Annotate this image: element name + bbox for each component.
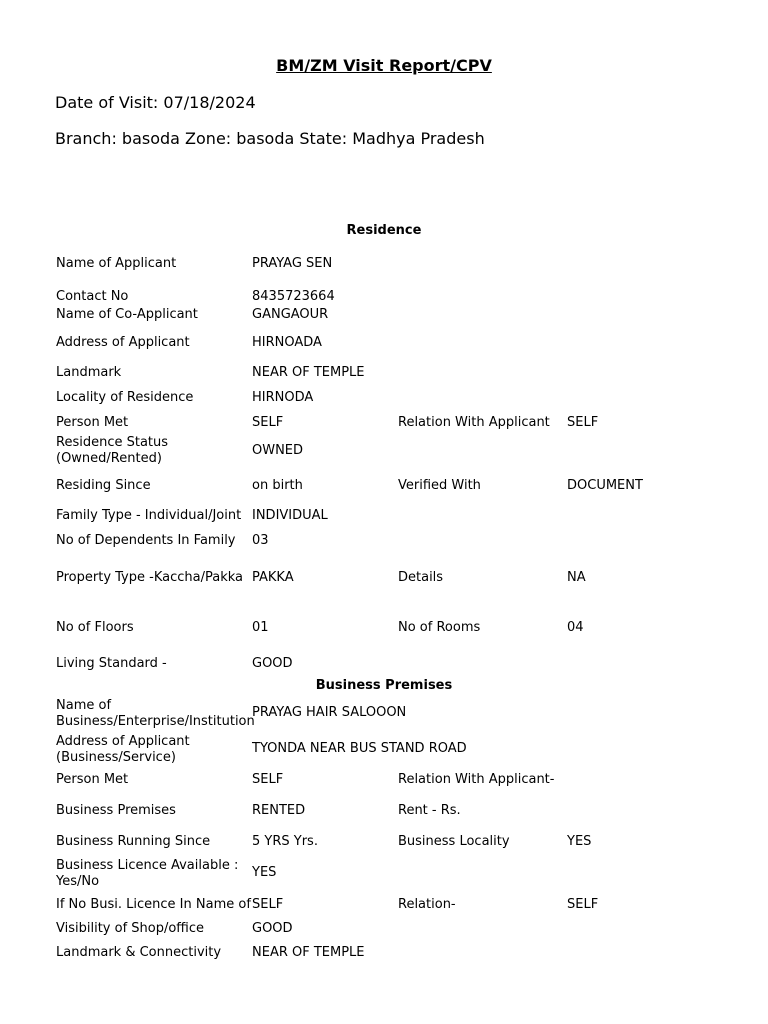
property-type-label: Property Type -Kaccha/Pakka [56,570,243,585]
residing-since-label: Residing Since [56,478,151,493]
rent-label: Rent - Rs. [398,803,461,818]
living-standard-value: GOOD [252,656,293,671]
visibility-value: GOOD [252,921,293,936]
person-met-value: SELF [252,415,284,430]
business-person-met-value: SELF [252,772,284,787]
business-name-label [56,698,255,730]
licence-value: YES [252,865,277,880]
property-type-value: PAKKA [252,570,294,585]
business-name-label-line-2: Business/Enterprise/Institution [56,714,255,729]
business-landmark-value: NEAR OF TEMPLE [252,945,365,960]
locality-value: HIRNODA [252,390,314,405]
residence-status-value: OWNED [252,443,304,458]
business-address-label-line-1: Address of Applicant [56,734,190,749]
business-premises-label: Business Premises [56,803,176,818]
licence-label-line-1: Business Licence Available : [56,858,239,873]
family-type-value: INDIVIDUAL [252,508,328,523]
date-of-visit: Date of Visit: 07/18/2024 [55,93,256,112]
relation-value: SELF [567,415,599,430]
verified-with-label: Verified With [398,478,481,493]
business-landmark-label: Landmark & Connectivity [56,945,222,960]
licence-label-line-2: Yes/No [56,874,100,889]
co-applicant-value: GANGAOUR [252,307,329,322]
rooms-value: 04 [567,620,584,635]
running-since-value: 5 YRS Yrs. [252,834,318,849]
family-type-label: Family Type - Individual/Joint [56,508,242,523]
report-title: BM/ZM Visit Report/CPV [276,56,492,75]
business-locality-label: Business Locality [398,834,510,849]
contact-no-label: Contact No [56,289,129,304]
licence-label [56,858,238,890]
address-value: HIRNOADA [252,335,322,350]
landmark-value: NEAR OF TEMPLE [252,365,365,380]
applicant-name-value: PRAYAG SEN [252,256,333,271]
dependents-value: 03 [252,533,269,548]
business-relation-label: Relation With Applicant- [398,772,555,787]
residence-status-label-line-2: (Owned/Rented) [56,451,162,466]
business-address-label-line-2: (Business/Service) [56,750,176,765]
details-value: NA [567,570,586,585]
visibility-label: Visibility of Shop/office [56,921,205,936]
floors-label: No of Floors [56,620,134,635]
no-licence-value: SELF [252,897,284,912]
applicant-name-label: Name of Applicant [56,256,177,271]
relation2-value: SELF [567,897,599,912]
rooms-label: No of Rooms [398,620,481,635]
running-since-label: Business Running Since [56,834,211,849]
locality-label: Locality of Residence [56,390,194,405]
residence-status-label-line-1: Residence Status [56,435,169,450]
no-licence-label: If No Busi. Licence In Name of [56,897,251,912]
business-name-value: PRAYAG HAIR SALOOON [252,705,407,720]
dependents-label: No of Dependents In Family [56,533,236,548]
floors-value: 01 [252,620,269,635]
section-heading-residence: Residence [346,223,422,238]
branch-zone-state: Branch: basoda Zone: basoda State: Madhya Pradesh [55,129,485,148]
relation2-label: Relation- [398,897,456,912]
section-heading-business: Business Premises [315,678,453,693]
business-locality-value: YES [567,834,592,849]
contact-no-value: 8435723664 [252,289,335,304]
business-person-met-label: Person Met [56,772,129,787]
business-address-value: TYONDA NEAR BUS STAND ROAD [252,741,467,756]
relation-label: Relation With Applicant [398,415,550,430]
residing-since-value: on birth [252,478,303,493]
person-met-label: Person Met [56,415,129,430]
landmark-label: Landmark [56,365,122,380]
details-label: Details [398,570,444,585]
verified-with-value: DOCUMENT [567,478,643,493]
residence-status-label [56,435,168,467]
business-premises-value: RENTED [252,803,306,818]
address-label: Address of Applicant [56,335,190,350]
business-name-label-line-1: Name of [56,698,112,713]
business-address-label [56,734,190,766]
co-applicant-label: Name of Co-Applicant [56,307,198,322]
living-standard-label: Living Standard - [56,656,167,671]
